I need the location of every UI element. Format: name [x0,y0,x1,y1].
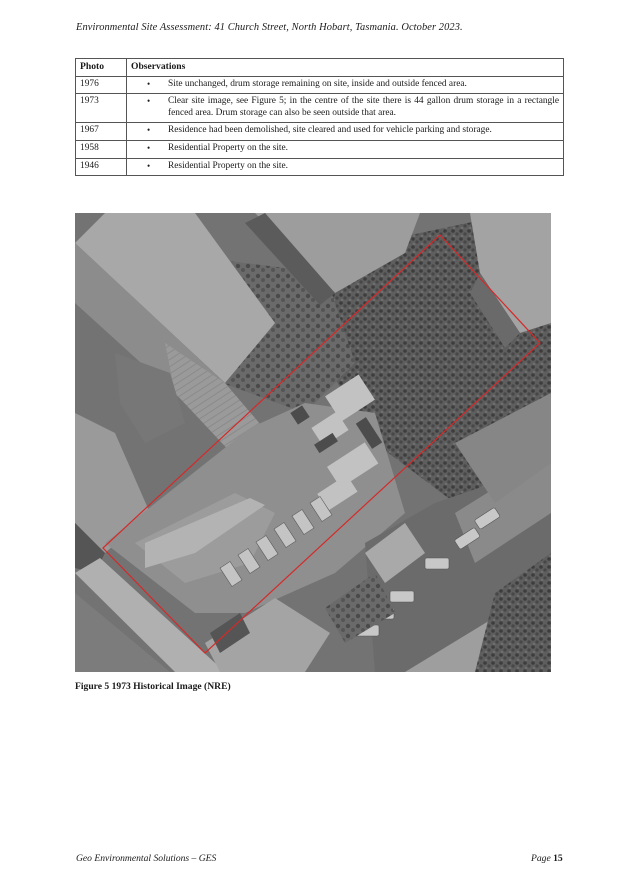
bullet-icon: • [147,160,151,171]
observation-text: Residential Property on the site. [168,160,289,171]
footer-left: Geo Environmental Solutions – GES [76,853,217,864]
observation-text: Residential Property on the site. [168,143,289,154]
page-label: Page [531,853,551,864]
observation-cell [127,76,564,94]
column-header-observations: Observations [127,59,564,77]
bullet-icon: • [147,143,151,154]
page-number: 15 [553,853,563,864]
photo-year: 1958 [76,141,127,159]
photo-year: 1946 [76,158,127,176]
page-header: Environmental Site Assessment: 41 Church Street, North Hobart, Tasmania. October 2023. [76,22,463,33]
photo-year: 1976 [76,76,127,94]
observation-cell [127,123,564,141]
bullet-icon: • [147,78,151,89]
bullet-icon: • [147,125,151,136]
photo-year: 1973 [76,94,127,123]
footer-page-number [531,853,563,864]
observation-text: Clear site image, see Figure 5; in the centre of the site there is 44 gallon drum storage in a rectangle fenced area. Drum storage can also be seen outside that area. [168,96,559,118]
aerial-photo-1973 [75,213,551,672]
aerial-photo-graphic [75,213,551,672]
figure-caption: Figure 5 1973 Historical Image (NRE) [75,681,231,692]
table-row [76,141,564,159]
observation-text: Residence had been demolished, site cleared and used for vehicle parking and storage. [168,125,492,136]
observation-cell [127,141,564,159]
table-row [76,123,564,141]
photo-year: 1967 [76,123,127,141]
table-row [76,76,564,94]
column-header-photo: Photo [76,59,127,77]
observation-cell [127,158,564,176]
observation-cell [127,94,564,123]
table-header-row [76,59,564,77]
observation-text: Site unchanged, drum storage remaining on site, inside and outside fenced area. [168,78,467,89]
observations-table [75,58,564,176]
table-row [76,158,564,176]
table-row [76,94,564,123]
bullet-icon: • [147,96,151,107]
